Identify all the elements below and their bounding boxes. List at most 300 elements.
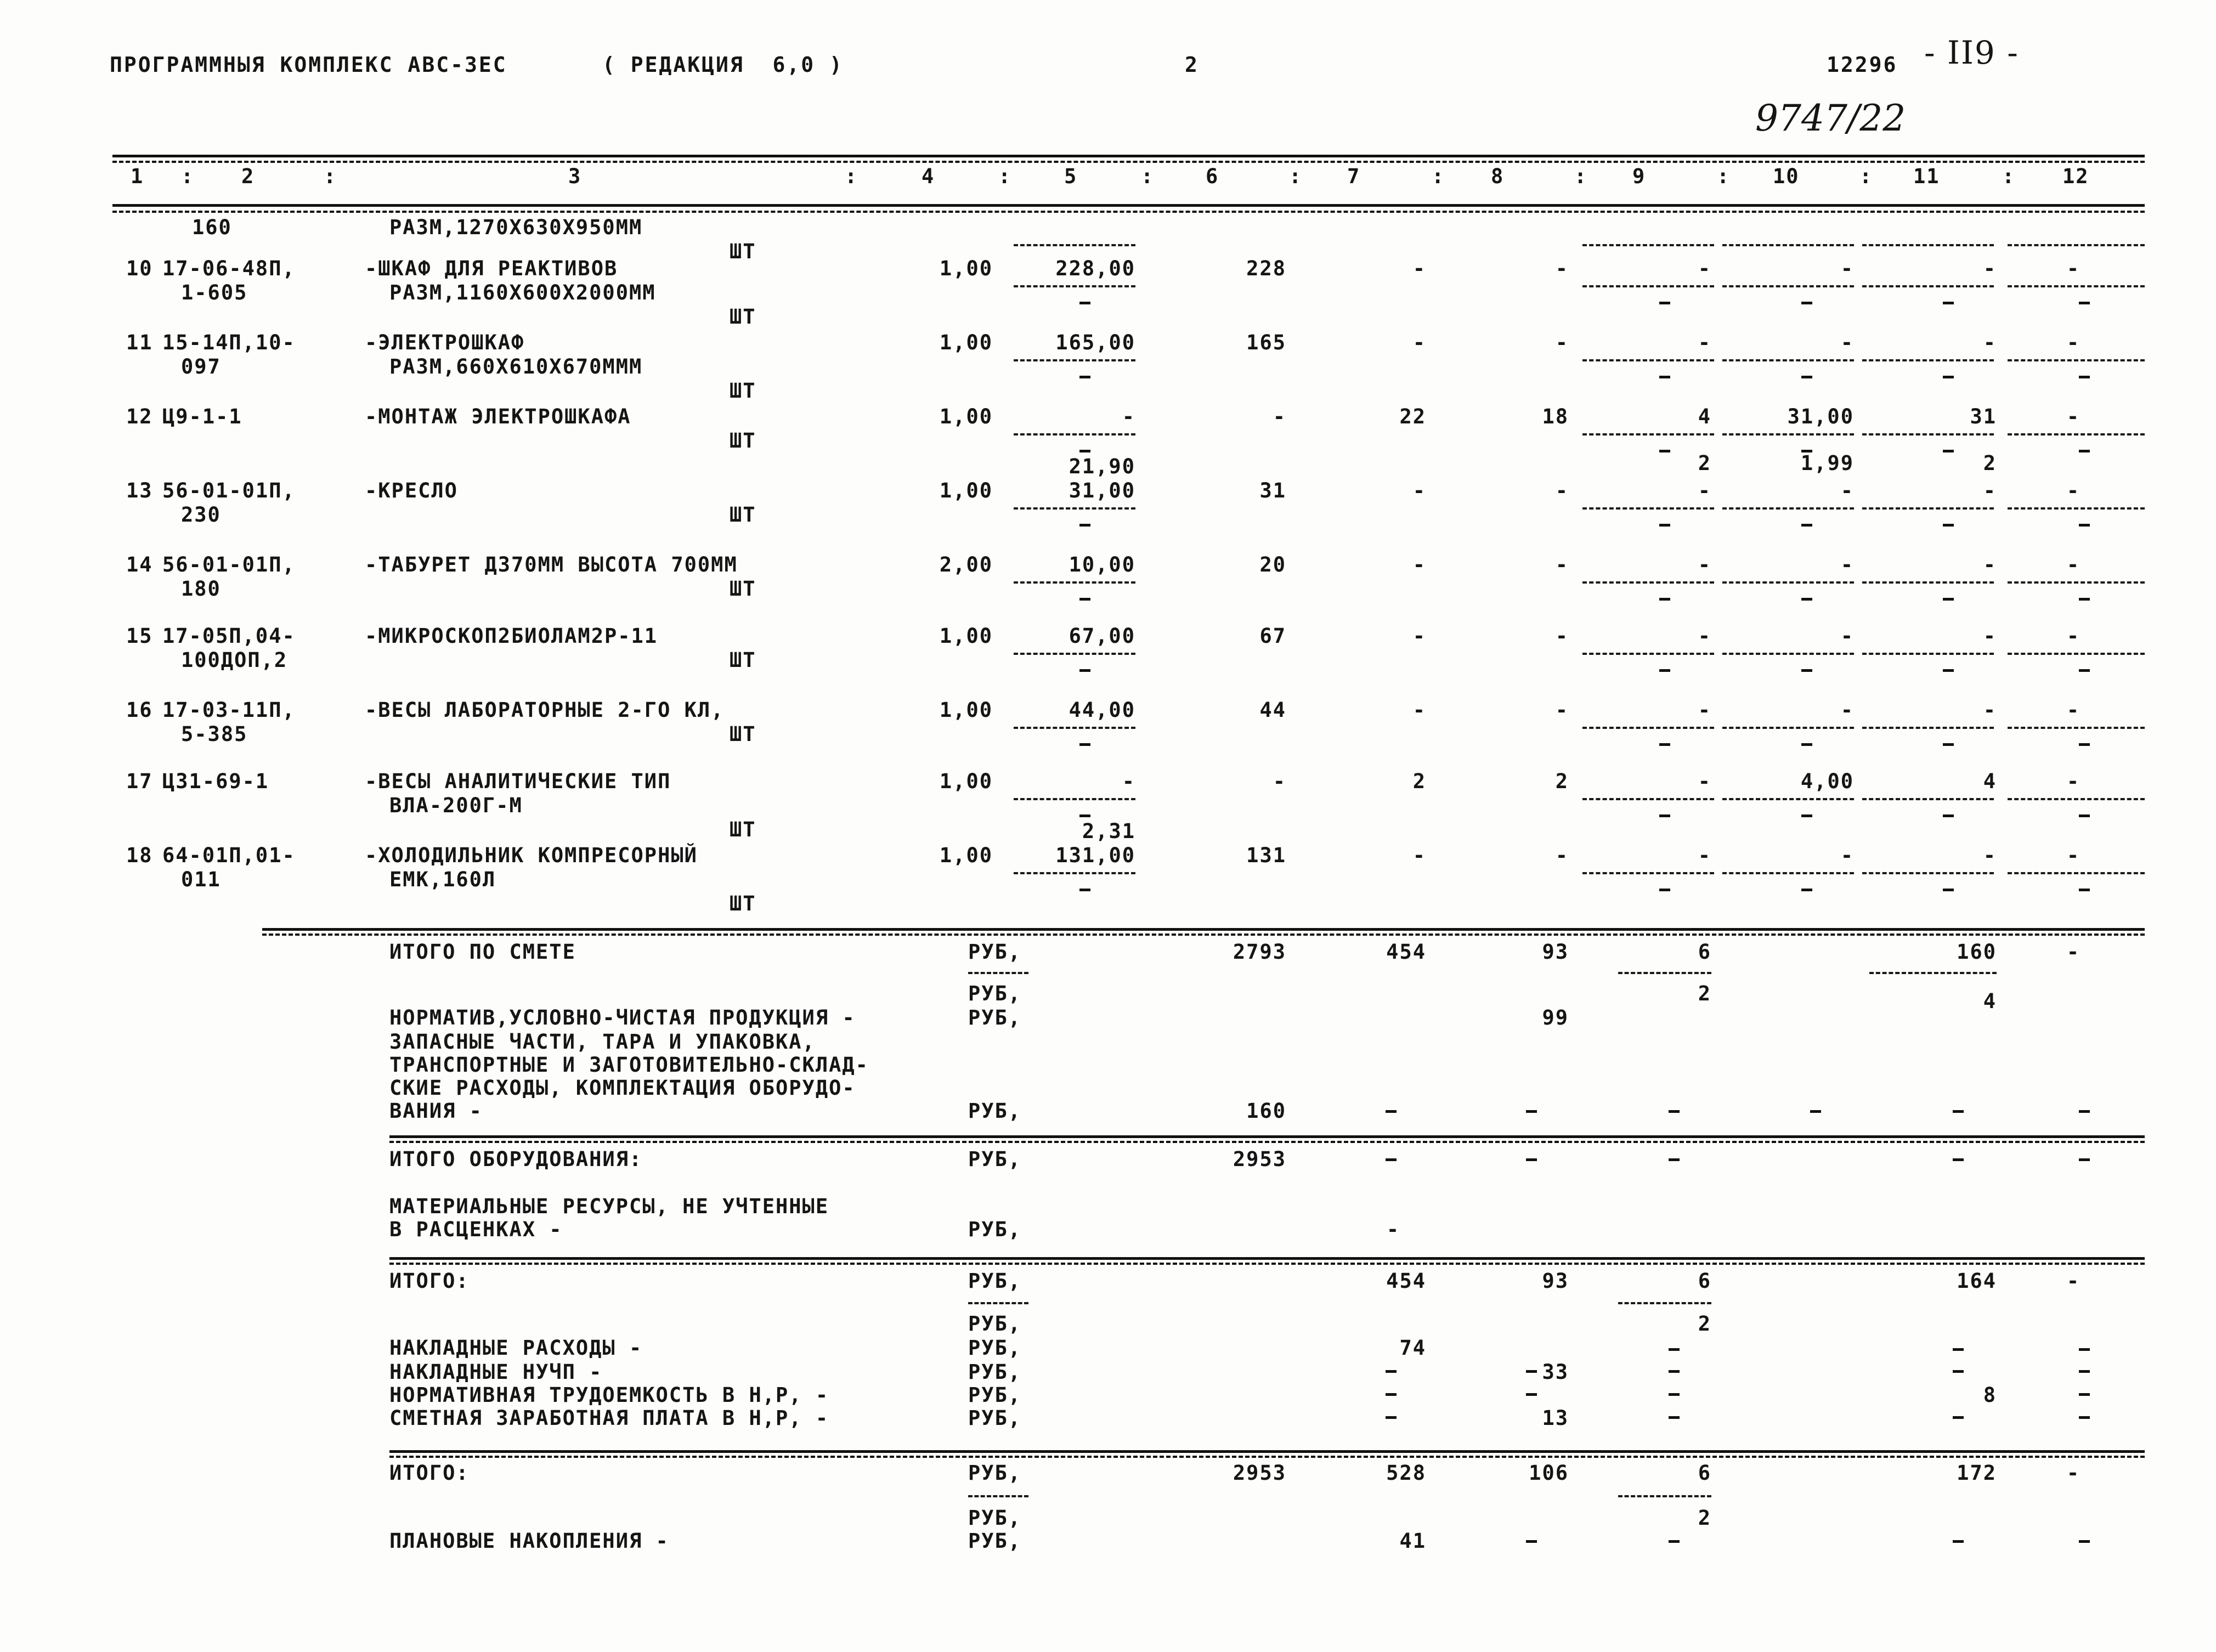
- row-c8: -: [1555, 553, 1569, 576]
- dash-mark: [2079, 1348, 2090, 1351]
- row-qty: 1,00: [939, 257, 993, 280]
- row-unit: ШТ: [730, 892, 756, 915]
- fraction-line: [1722, 244, 1854, 246]
- dash-mark: [1526, 1540, 1537, 1543]
- header-bottom-rule-2: [112, 211, 2145, 213]
- fraction-line: [2008, 359, 2145, 361]
- fraction-line: [1014, 285, 1135, 287]
- row-c8: -: [1555, 331, 1569, 354]
- unit-label: РУБ,: [968, 1360, 1022, 1384]
- row-c9: -: [1698, 770, 1711, 793]
- dash-mark: [1669, 1158, 1680, 1161]
- fraction-line: [1582, 727, 1714, 729]
- row-c7: -: [1412, 553, 1426, 576]
- col-header-8: 8: [1491, 165, 1505, 188]
- total-col11: 160: [1957, 940, 1997, 964]
- row-c11-sub: 2: [1983, 451, 1997, 475]
- row-c5: 10,00: [1069, 553, 1135, 576]
- row-unit: ШТ: [730, 379, 756, 403]
- row-code-cont: 230: [181, 503, 221, 527]
- row-c11: -: [1983, 331, 1997, 354]
- row-c9: -: [1698, 553, 1711, 576]
- col-header-11: 11: [1913, 165, 1940, 188]
- itogo2-col7: 528: [1386, 1461, 1426, 1485]
- plan-label: ПЛАНОВЫЕ НАКОПЛЕНИЯ -: [389, 1529, 669, 1553]
- dash-mark: [1386, 1393, 1397, 1396]
- row-number: 10: [126, 257, 153, 280]
- row-c5: -: [1122, 405, 1135, 428]
- handwritten-note: 9747/22: [1755, 97, 1906, 139]
- fraction-line: [2008, 581, 2145, 584]
- row-qty: 1,00: [939, 624, 993, 648]
- col-header-12: 12: [2062, 165, 2089, 188]
- itogo2-col9: 6: [1698, 1461, 1711, 1485]
- fraction-line: [1618, 1495, 1711, 1497]
- row-c11: -: [1983, 624, 1997, 648]
- total-col8: 93: [1542, 940, 1569, 964]
- fraction-line: [1582, 244, 1714, 246]
- dash-mark: [1526, 1110, 1537, 1113]
- dash-mark: [1953, 1110, 1964, 1113]
- dash-mark: [1386, 1416, 1397, 1419]
- row-c10: -: [1840, 698, 1854, 722]
- fraction-line: [1722, 798, 1854, 800]
- total-col9-sub: 2: [1698, 982, 1711, 1005]
- dash-mark: [2079, 376, 2090, 378]
- row-c8: -: [1555, 479, 1569, 502]
- rule: [389, 1257, 2145, 1260]
- row-code-cont: 097: [181, 355, 221, 378]
- row-code-cont: 100ДОП,2: [181, 648, 288, 672]
- total-col12: -: [2066, 940, 2081, 964]
- dash-mark: [2079, 1158, 2090, 1161]
- fraction-line: [2008, 798, 2145, 800]
- header-bottom-rule: [112, 204, 2145, 207]
- row-c5: 131,00: [1055, 844, 1135, 867]
- itogo1-col8: 93: [1542, 1269, 1569, 1293]
- nakl-label: НАКЛАДНЫЕ РАСХОДЫ -: [389, 1336, 643, 1360]
- dash-mark: [1953, 1348, 1964, 1351]
- col-sep: :: [1289, 165, 1303, 188]
- total-col9: 6: [1698, 940, 1711, 964]
- row-c11: 4: [1983, 770, 1997, 793]
- zarp-label: СМЕТНАЯ ЗАРАБОТНАЯ ПЛАТА В Н,Р, -: [389, 1406, 829, 1430]
- row-c9-sub: 2: [1698, 451, 1711, 475]
- itogo1-col9: 6: [1698, 1269, 1711, 1293]
- dash-mark: [1953, 1416, 1964, 1419]
- row-c12: -: [2066, 770, 2081, 793]
- dash-mark: [2079, 1110, 2090, 1113]
- fraction-line: [1014, 798, 1135, 800]
- row-code-cont: 1-605: [181, 281, 248, 304]
- dash-mark: [1386, 1110, 1397, 1113]
- dash-mark: [1801, 302, 1812, 304]
- dash-mark: [2079, 743, 2090, 746]
- row-qty: 1,00: [939, 405, 993, 428]
- row-c11: -: [1983, 257, 1997, 280]
- col-sep: :: [181, 165, 195, 188]
- dash-mark: [2079, 669, 2090, 672]
- row-number: 13: [126, 479, 153, 502]
- rule: [389, 1135, 2145, 1138]
- dash-mark: [1669, 1348, 1680, 1351]
- row-code: 17-06-48П,: [162, 257, 296, 280]
- row-c11: 31: [1970, 405, 1997, 428]
- unit-label: РУБ,: [968, 1218, 1022, 1241]
- row-c5: 31,00: [1069, 479, 1135, 502]
- row-number: 14: [126, 553, 153, 576]
- unit-label: РУБ,: [968, 1336, 1022, 1360]
- plan-col7: 41: [1399, 1529, 1426, 1553]
- row-c10: -: [1840, 479, 1854, 502]
- col-header-7: 7: [1347, 165, 1361, 188]
- fraction-line: [1014, 244, 1135, 246]
- row-c6: 165: [1246, 331, 1286, 354]
- itogo-label: ИТОГО:: [389, 1269, 470, 1293]
- row-c6: 228: [1246, 257, 1286, 280]
- fraction-line: [2008, 727, 2145, 729]
- dash-mark: [1079, 669, 1090, 672]
- fraction-line: [2008, 872, 2145, 874]
- dash-mark: [2079, 302, 2090, 304]
- dash-mark: [1659, 376, 1670, 378]
- unit-label: РУБ,: [968, 1506, 1022, 1530]
- fraction-line: [1722, 285, 1854, 287]
- fraction-line: [1862, 727, 1994, 729]
- dash-mark: [2079, 814, 2090, 817]
- row-c5-top: 21,90: [1069, 455, 1135, 478]
- row-name: РАЗМ,1270Х630Х950ММ: [389, 216, 643, 239]
- dash-mark: [1079, 814, 1090, 817]
- fraction-line: [1582, 433, 1714, 435]
- dash-mark: [2079, 889, 2090, 891]
- row-c12: -: [2066, 257, 2081, 280]
- zapas-label-2: ТРАНСПОРТНЫЕ И ЗАГОТОВИТЕЛЬНО-СКЛАД-: [389, 1053, 869, 1077]
- dash-mark: [2079, 1540, 2090, 1543]
- zapas-label-4: ВАНИЯ -: [389, 1099, 483, 1123]
- dash-mark: [1526, 1370, 1537, 1373]
- dash-mark: [1801, 524, 1812, 527]
- dash-mark: [2079, 1393, 2090, 1396]
- trud-label: НОРМАТИВНАЯ ТРУДОЕМКОСТЬ В Н,Р, -: [389, 1383, 829, 1407]
- row-qty: 1,00: [939, 844, 993, 867]
- unit-label: РУБ,: [968, 1529, 1022, 1553]
- row-c7: -: [1412, 844, 1426, 867]
- page-number: 2: [1185, 53, 1199, 77]
- fraction-line: [2008, 433, 2145, 435]
- row-code: 160: [192, 216, 232, 239]
- dash-mark: [1943, 814, 1954, 817]
- fraction-line: [1582, 872, 1714, 874]
- row-name: -МИКРОСКОП2БИОЛАМ2Р-11: [365, 624, 658, 648]
- row-c5-top: 2,31: [1082, 819, 1135, 843]
- row-unit: ШТ: [730, 429, 756, 452]
- row-name: -ШКАФ ДЛЯ РЕАКТИВОВ: [365, 257, 618, 280]
- dash-mark: [1953, 1540, 1964, 1543]
- row-c8: -: [1555, 698, 1569, 722]
- col-header-2: 2: [241, 165, 255, 188]
- itogo2-col11: 172: [1957, 1461, 1997, 1485]
- dash-mark: [2079, 524, 2090, 527]
- nakl-col7: 74: [1399, 1336, 1426, 1360]
- fraction-line: [1582, 798, 1714, 800]
- fraction-line: [1582, 507, 1714, 510]
- total-col7: 454: [1386, 940, 1426, 964]
- row-code-cont: 011: [181, 868, 221, 891]
- row-c5: 165,00: [1055, 331, 1135, 354]
- dash-mark: [1659, 814, 1670, 817]
- row-c11: -: [1983, 553, 1997, 576]
- unit-label: РУБ,: [968, 1006, 1022, 1029]
- row-c8: -: [1555, 624, 1569, 648]
- row-number: 12: [126, 405, 153, 428]
- row-c8: -: [1555, 844, 1569, 867]
- col-sep: :: [1432, 165, 1445, 188]
- col-header-1: 1: [131, 165, 144, 188]
- row-name: -ЭЛЕКТРОШКАФ: [365, 331, 525, 354]
- fraction-line: [1722, 433, 1854, 435]
- nuchp-label: НАКЛАДНЫЕ НУЧП -: [389, 1360, 603, 1384]
- row-code: Ц31-69-1: [162, 770, 269, 793]
- dash-mark: [1669, 1110, 1680, 1113]
- itogo1-col12: -: [2066, 1269, 2081, 1293]
- dash-mark: [1801, 889, 1812, 891]
- row-name-cont: ВЛА-200Г-М: [389, 794, 523, 817]
- row-c6: -: [1273, 405, 1286, 428]
- row-name: -ВЕСЫ ЛАБОРАТОРНЫЕ 2-ГО КЛ,: [365, 698, 725, 722]
- dash-mark: [1943, 889, 1954, 891]
- row-code: Ц9-1-1: [162, 405, 242, 428]
- row-name: -МОНТАЖ ЭЛЕКТРОШКАФА: [365, 405, 631, 428]
- fraction-line: [1722, 581, 1854, 584]
- dash-mark: [1079, 302, 1090, 304]
- dash-mark: [1943, 598, 1954, 601]
- fraction-line: [1582, 581, 1714, 584]
- row-c9: -: [1698, 331, 1711, 354]
- fraction-line: [1014, 727, 1135, 729]
- col-sep: :: [1859, 165, 1873, 188]
- unit-label: РУБ,: [968, 940, 1022, 964]
- dash-mark: [1526, 1158, 1537, 1161]
- row-unit: ШТ: [730, 818, 756, 841]
- dash-mark: [1801, 376, 1812, 378]
- col-header-10: 10: [1773, 165, 1800, 188]
- dash-mark: [1079, 376, 1090, 378]
- row-qty: 1,00: [939, 331, 993, 354]
- row-unit: ШТ: [730, 305, 756, 329]
- itogo2-col12: -: [2066, 1461, 2081, 1485]
- fraction-line: [1862, 507, 1994, 510]
- dash-mark: [1669, 1416, 1680, 1419]
- dash-mark: [1659, 743, 1670, 746]
- row-c6: -: [1273, 770, 1286, 793]
- row-code-cont: 5-385: [181, 722, 248, 746]
- row-c12: -: [2066, 331, 2081, 354]
- row-c9: -: [1698, 698, 1711, 722]
- fraction-line: [1014, 872, 1135, 874]
- row-code: 56-01-01П,: [162, 553, 296, 576]
- document-code: 12296: [1827, 53, 1898, 77]
- dash-mark: [2079, 450, 2090, 452]
- dash-mark: [1659, 598, 1670, 601]
- sheet-number: - II9 -: [1924, 34, 2019, 71]
- col-sep: :: [324, 165, 337, 188]
- itogo1-col9-sub: 2: [1698, 1312, 1711, 1336]
- zapas-label-1: ЗАПАСНЫЕ ЧАСТИ, ТАРА И УПАКОВКА,: [389, 1030, 816, 1054]
- row-c9: -: [1698, 844, 1711, 867]
- dash-mark: [1801, 743, 1812, 746]
- fraction-line: [1862, 433, 1994, 435]
- col-sep: :: [1141, 165, 1155, 188]
- row-c9: -: [1698, 479, 1711, 502]
- dash-mark: [2079, 598, 2090, 601]
- row-name: -КРЕСЛО: [365, 479, 458, 502]
- row-c7: 2: [1412, 770, 1426, 793]
- row-c9: -: [1698, 257, 1711, 280]
- dash-mark: [1953, 1370, 1964, 1373]
- fraction-line: [1722, 359, 1854, 361]
- table-top-rule-2: [112, 161, 2145, 163]
- fraction-line: [1582, 653, 1714, 655]
- row-qty: 1,00: [939, 479, 993, 502]
- col-sep: :: [845, 165, 858, 188]
- row-c8: 2: [1555, 770, 1569, 793]
- row-name-cont: ЕМК,160Л: [389, 868, 496, 891]
- dash-mark: [1801, 669, 1812, 672]
- col-sep: :: [998, 165, 1012, 188]
- col-sep: :: [2002, 165, 2016, 188]
- total-label: ИТОГО ПО СМЕТЕ: [389, 940, 576, 964]
- row-qty: 2,00: [939, 553, 993, 576]
- row-c8: 18: [1542, 405, 1569, 428]
- fraction-line: [1722, 653, 1854, 655]
- total-col6: 2793: [1233, 940, 1286, 964]
- dash-mark: [1810, 1110, 1821, 1113]
- dash-mark: [1659, 889, 1670, 891]
- row-name: -ВЕСЫ АНАЛИТИЧЕСКИЕ ТИП: [365, 770, 671, 793]
- row-name-cont: РАЗМ,660Х610Х670МММ: [389, 355, 643, 378]
- row-c10: -: [1840, 624, 1854, 648]
- row-code: 64-01П,01-: [162, 844, 296, 867]
- fraction-line: [1618, 972, 1711, 974]
- row-c12: -: [2066, 405, 2081, 428]
- unit-label: РУБ,: [968, 1147, 1022, 1171]
- unit-label: РУБ,: [968, 1312, 1022, 1336]
- itogo2-col9-sub: 2: [1698, 1506, 1711, 1530]
- dash-mark: [1801, 598, 1812, 601]
- row-c6: 131: [1246, 844, 1286, 867]
- total-col11-sub: 4: [1983, 989, 1997, 1013]
- col-sep: :: [1717, 165, 1731, 188]
- fraction-line: [1862, 653, 1994, 655]
- dash-mark: [1801, 814, 1812, 817]
- row-c7: -: [1412, 698, 1426, 722]
- oborud-label: ИТОГО ОБОРУДОВАНИЯ:: [389, 1147, 643, 1171]
- row-c11: -: [1983, 844, 1997, 867]
- dash-mark: [1659, 302, 1670, 304]
- itogo2-col8: 106: [1529, 1461, 1569, 1485]
- oborud-col6: 2953: [1233, 1147, 1286, 1171]
- fraction-line: [1862, 798, 1994, 800]
- row-c10-sub: 1,99: [1800, 451, 1854, 475]
- row-qty: 1,00: [939, 698, 993, 722]
- fraction-line: [1618, 1302, 1711, 1304]
- row-c11: -: [1983, 698, 1997, 722]
- row-code: 56-01-01П,: [162, 479, 296, 502]
- row-c10: 4,00: [1800, 770, 1854, 793]
- fraction-line: [2008, 507, 2145, 510]
- norm-col8: 99: [1542, 1006, 1569, 1029]
- nuchp-col8: 33: [1542, 1360, 1569, 1384]
- row-c10: -: [1840, 257, 1854, 280]
- row-c7: -: [1412, 479, 1426, 502]
- itogo2-col6: 2953: [1233, 1461, 1286, 1485]
- row-c7: -: [1412, 257, 1426, 280]
- mat-label-1: МАТЕРИАЛЬНЫЕ РЕСУРСЫ, НЕ УЧТЕННЫЕ: [389, 1195, 829, 1218]
- dash-mark: [1079, 524, 1090, 527]
- fraction-line: [968, 972, 1028, 974]
- col-header-9: 9: [1632, 165, 1646, 188]
- itogo1-col7: 454: [1386, 1269, 1426, 1293]
- row-code: 17-05П,04-: [162, 624, 296, 648]
- dash-mark: [1079, 598, 1090, 601]
- dash-mark: [1669, 1540, 1680, 1543]
- row-c10: -: [1840, 331, 1854, 354]
- dash-mark: [1079, 889, 1090, 891]
- fraction-line: [1014, 433, 1135, 435]
- dash-mark: [1669, 1393, 1680, 1396]
- fraction-line: [1722, 727, 1854, 729]
- row-name: -ТАБУРЕТ Д370ММ ВЫСОТА 700ММ: [365, 553, 738, 576]
- row-c10: 31,00: [1787, 405, 1854, 428]
- fraction-line: [1014, 359, 1135, 361]
- dash-mark: [2079, 1370, 2090, 1373]
- fraction-line: [2008, 653, 2145, 655]
- trud-col11: 8: [1983, 1383, 1997, 1407]
- row-c9: 4: [1698, 405, 1711, 428]
- itogo-label: ИТОГО:: [389, 1461, 470, 1485]
- unit-label: РУБ,: [968, 1461, 1022, 1485]
- row-c6: 31: [1259, 479, 1286, 502]
- row-code-cont: 180: [181, 577, 221, 601]
- row-c12: -: [2066, 553, 2081, 576]
- dash-mark: [1943, 302, 1954, 304]
- col-header-4: 4: [922, 165, 935, 188]
- unit-label: РУБ,: [968, 982, 1022, 1005]
- dash-mark: [1943, 743, 1954, 746]
- row-unit: ШТ: [730, 503, 756, 527]
- unit-label: РУБ,: [968, 1269, 1022, 1293]
- dash-mark: [1386, 1370, 1397, 1373]
- dash-mark: [1659, 524, 1670, 527]
- row-c10: -: [1840, 844, 1854, 867]
- dash-mark: [1526, 1393, 1537, 1396]
- dash-mark: [2079, 1416, 2090, 1419]
- unit-label: РУБ,: [968, 1406, 1022, 1430]
- row-c8: -: [1555, 257, 1569, 280]
- row-number: 18: [126, 844, 153, 867]
- fraction-line: [1862, 244, 1994, 246]
- row-number: 15: [126, 624, 153, 648]
- row-c12: -: [2066, 624, 2081, 648]
- fraction-line: [1722, 872, 1854, 874]
- dash-mark: [1659, 669, 1670, 672]
- row-unit: ШТ: [730, 240, 756, 263]
- row-c6: 44: [1259, 698, 1286, 722]
- row-unit: ШТ: [730, 722, 756, 746]
- mat-label-2: В РАСЦЕНКАХ -: [389, 1218, 563, 1241]
- col-header-3: 3: [568, 165, 582, 188]
